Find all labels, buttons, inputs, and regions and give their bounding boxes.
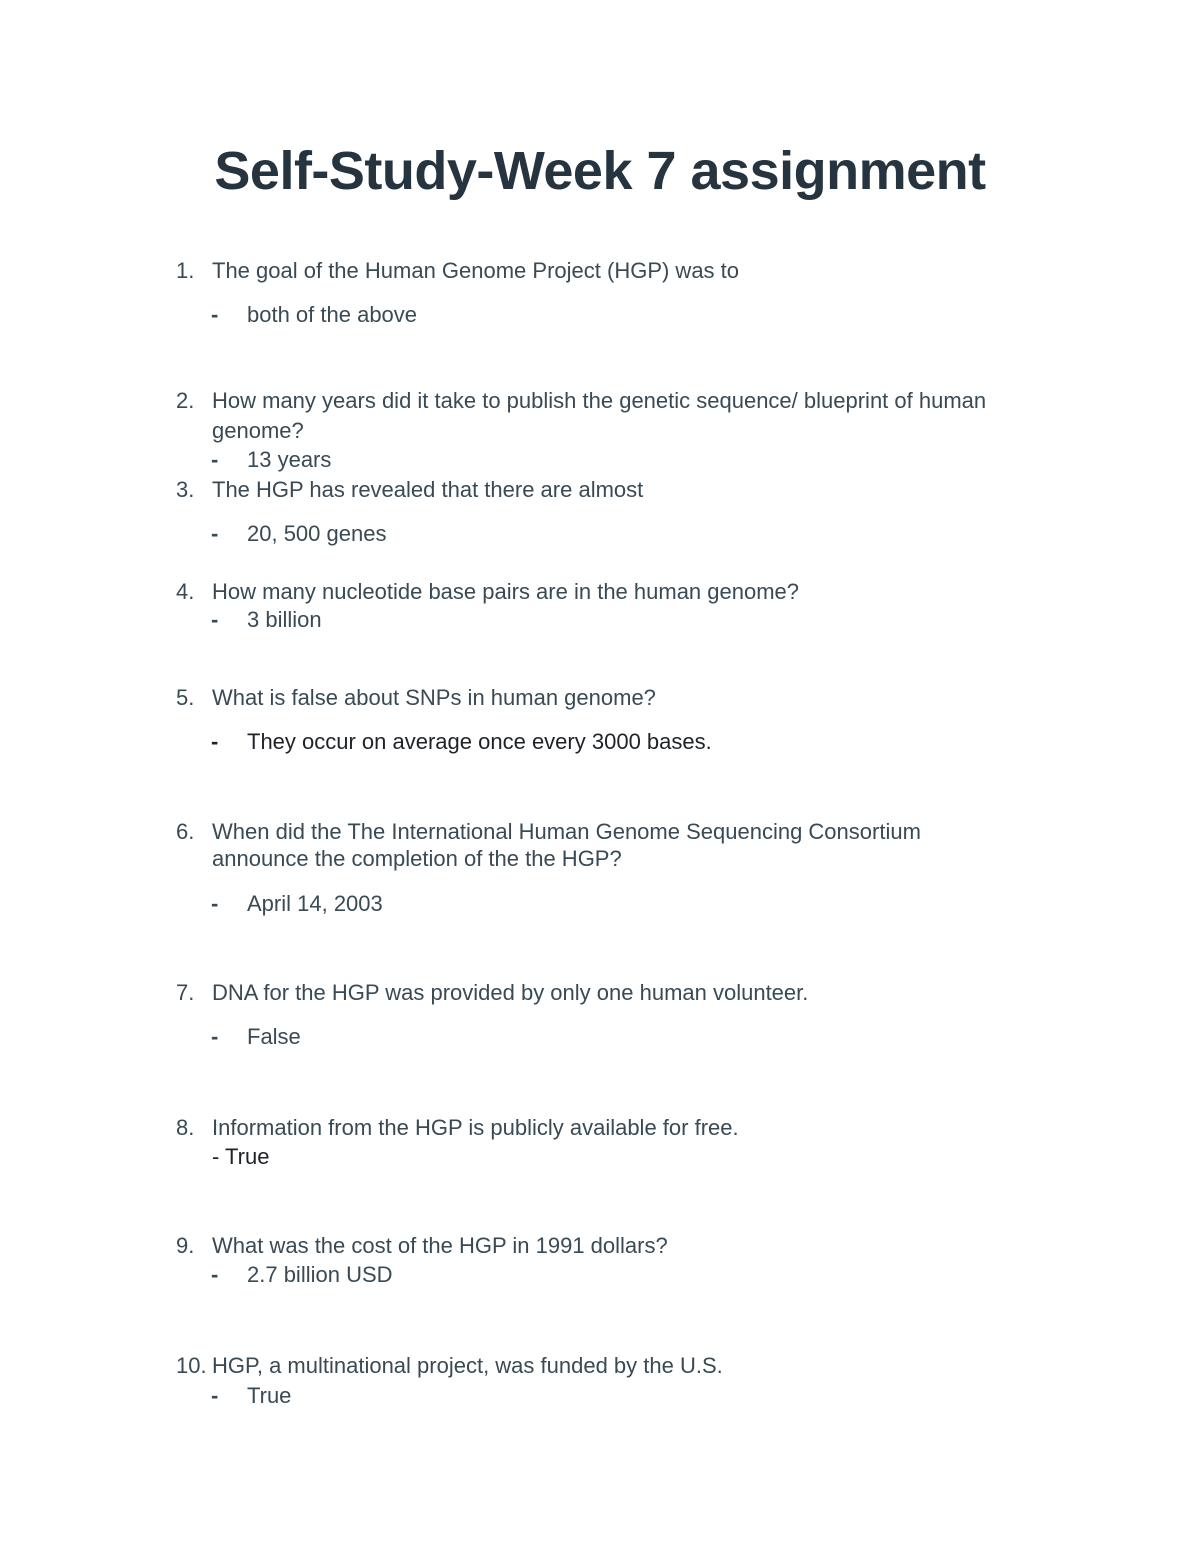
question-text: DNA for the HGP was provided by only one human volunteer. [212, 980, 809, 1005]
question-number: 7. [176, 980, 195, 1005]
answer-dash: - [211, 607, 219, 632]
question-text: What was the cost of the HGP in 1991 dollars? [212, 1233, 668, 1258]
question-number: 5. [176, 685, 195, 710]
answer-dash: - [211, 1262, 219, 1287]
question-number: 10. [176, 1353, 207, 1378]
question-number: 3. [176, 477, 195, 502]
question-number: 9. [176, 1233, 195, 1258]
answer-dash: - [211, 1024, 219, 1049]
answer-text: 3 billion [247, 607, 322, 632]
answer-dash: - [211, 521, 219, 546]
answer-dash: - [211, 891, 219, 916]
answer-text: 20, 500 genes [247, 521, 387, 546]
question-number: 6. [176, 819, 195, 844]
answer-dash: - [211, 447, 219, 472]
answer-text: False [247, 1024, 301, 1049]
question-text: When did the The International Human Genome Sequencing Consortium [212, 819, 921, 844]
answer-dash: - [211, 1383, 219, 1408]
question-text: genome? [212, 418, 304, 443]
question-text: Information from the HGP is publicly available for free. [212, 1115, 739, 1140]
question-text: How many years did it take to publish the genetic sequence/ blueprint of human [212, 388, 987, 413]
question-number: 1. [176, 258, 195, 283]
question-text: announce the completion of the the HGP? [212, 846, 622, 871]
answer-text: - True [212, 1144, 270, 1169]
question-text: What is false about SNPs in human genome? [212, 685, 656, 710]
question-text: The goal of the Human Genome Project (HGP) was to [212, 258, 740, 283]
question-number: 4. [176, 579, 195, 604]
answer-text: 2.7 billion USD [247, 1262, 393, 1287]
question-text: How many nucleotide base pairs are in the human genome? [212, 579, 800, 604]
answer-text: both of the above [247, 302, 418, 327]
question-number: 2. [176, 388, 195, 413]
question-number: 8. [176, 1115, 195, 1140]
answer-dash: - [211, 729, 219, 754]
answer-text: They occur on average once every 3000 bases. [247, 729, 712, 754]
question-text: The HGP has revealed that there are almost [212, 477, 644, 502]
document-title: Self-Study-Week 7 assignment [214, 141, 986, 201]
answer-text: 13 years [247, 447, 332, 472]
answer-text: April 14, 2003 [247, 891, 383, 916]
answer-dash: - [211, 302, 219, 327]
question-text: HGP, a multinational project, was funded by the U.S. [212, 1353, 723, 1378]
answer-text: True [247, 1383, 292, 1408]
